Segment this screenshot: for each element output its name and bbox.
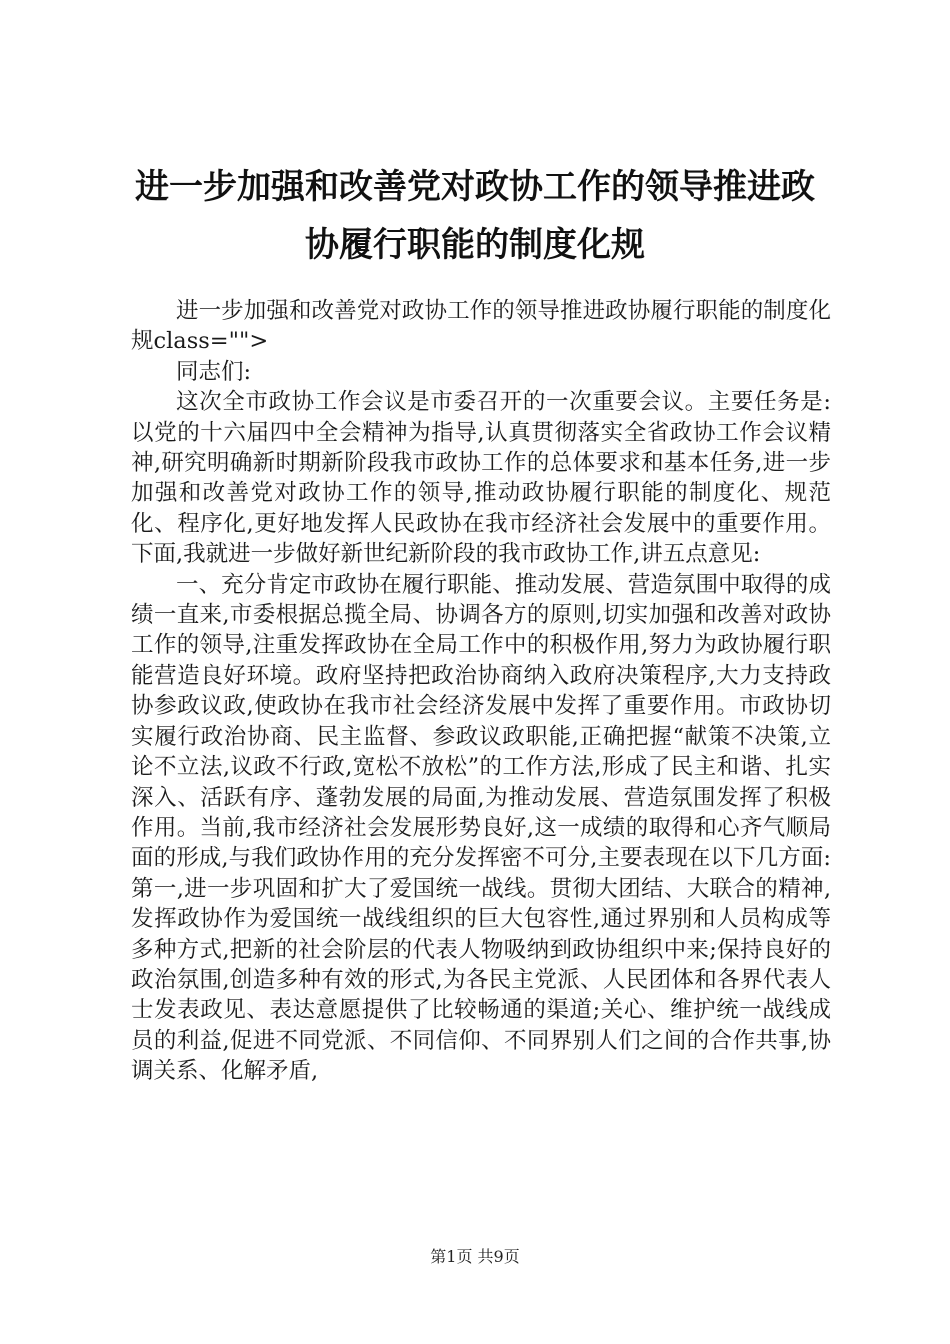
paragraph-intro: 这次全市政协工作会议是市委召开的一次重要会议。主要任务是:以党的十六届四中全会精神为指导,认真贯彻落实全省政协工作会议精神,研究明确新时期新阶段我市政协工作的总体要求和基本任务,进一步加强和改善党对政协工作的领导,推动政协履行职能的制度化、规范化、程序化,更好地发挥人民政协在我市经济社会发展中的重要作用。下面,我就进一步做好新世纪新阶段的我市政协工作,讲五点意见: (131, 389, 831, 568)
page-footer: 第1页 共9页 (430, 1247, 520, 1266)
paragraph-subtitle: 进一步加强和改善党对政协工作的领导推进政协履行职能的制度化规class=""> (131, 298, 831, 355)
document-body (131, 296, 831, 1087)
title-line-2: 协履行职能的制度化规 (305, 225, 645, 265)
document-title (110, 158, 840, 274)
title-line-1: 进一步加强和改善党对政协工作的领导推进政 (135, 167, 815, 207)
paragraph-section-one: 一、充分肯定市政协在履行职能、推动发展、营造氛围中取得的成绩一直来,市委根据总揽全局、协调各方的原则,切实加强和改善对政协工作的领导,注重发挥政协在全局工作中的积极作用,努力为政协履行职能营造良好环境。政府坚持把政治协商纳入政府决策程序,大力支持政协参政议政,使政协在我市社会经济发展中发挥了重要作用。市政协切实履行政治协商、民主监督、参政议政职能,正确把握“献策不决策,立论不立法,议政不行政,宽松不放松”的工作方法,形成了民主和谐、扎实深入、活跃有序、蓬勃发展的局面,为推动发展、营造氛围发挥了积极作用。当前,我市经济社会发展形势良好,这一成绩的取得和心齐气顺局面的形成,与我们政协作用的充分发挥密不可分,主要表现在以下几方面:第一,进一步巩固和扩大了爱国统一战线。贯彻大团结、大联合的精神,发挥政协作为爱国统一战线组织的巨大包容性,通过界别和人员构成等多种方式,把新的社会阶层的代表人物吸纳到政协组织中来;保持良好的政治氛围,创造多种有效的形式,为各民主党派、人民团体和各界代表人士发表政见、表达意愿提供了比较畅通的渠道;关心、维护统一战线成员的利益,促进不同党派、不同信仰、不同界别人们之间的合作共事,协调关系、化解矛盾, (131, 571, 831, 1085)
paragraph-salutation: 同志们: (176, 358, 252, 385)
